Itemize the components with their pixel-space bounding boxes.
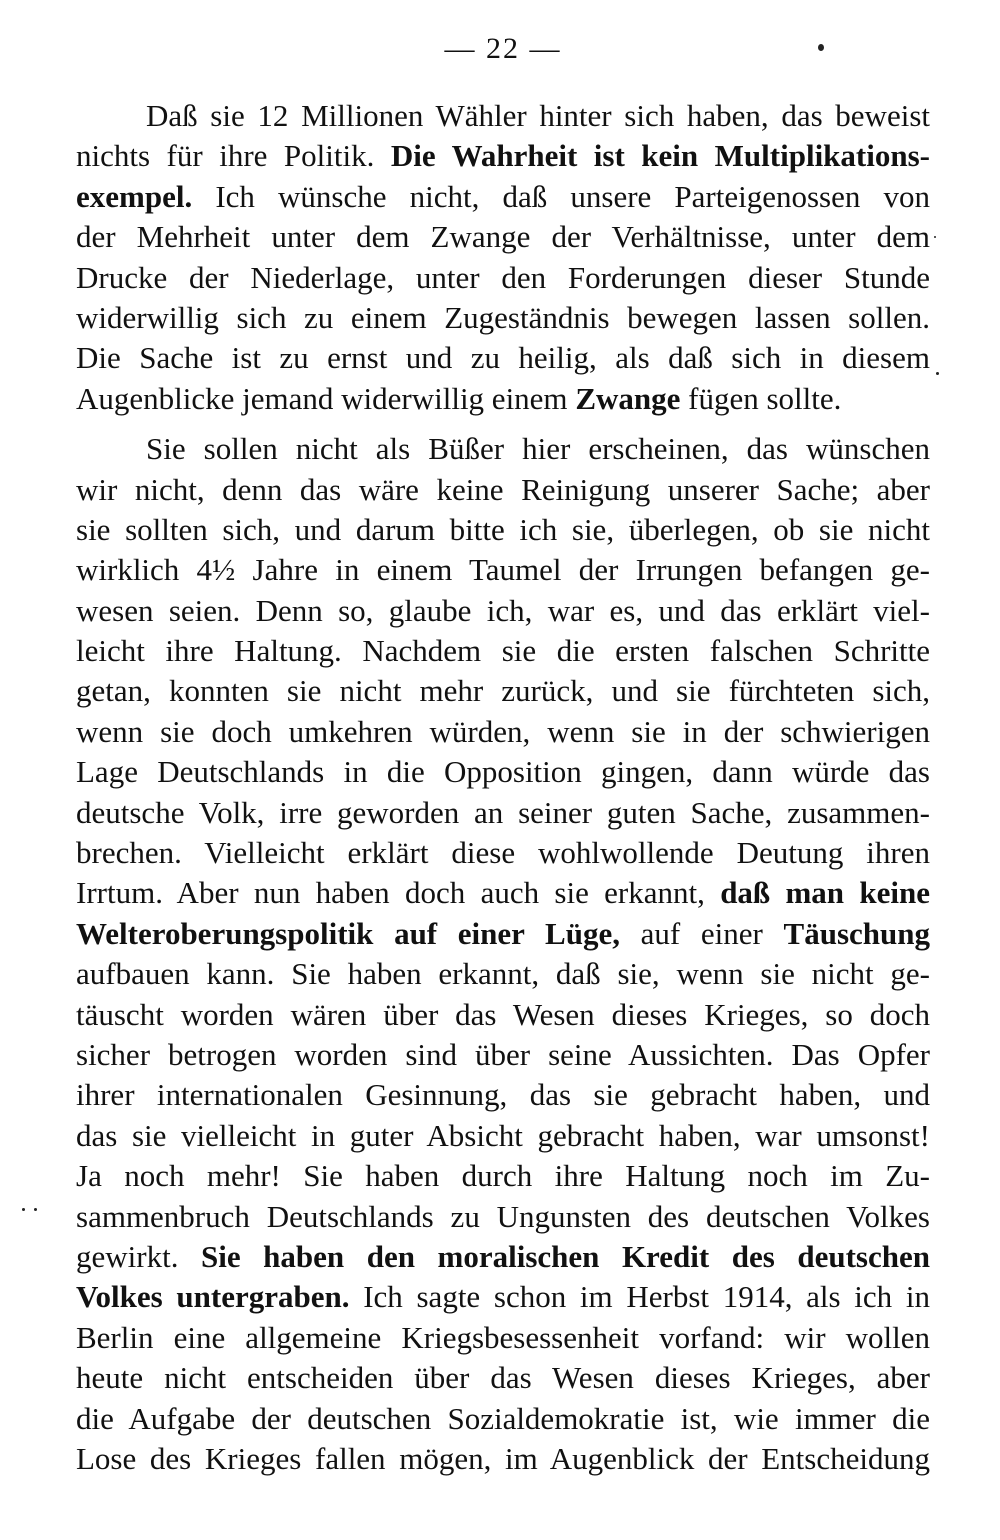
text-line [76, 873, 930, 913]
bold-text-run: Zwange [575, 380, 681, 416]
text-run: sie sollten sich, und darum bitte ich sie, überlegen, ob sie nicht [76, 511, 930, 547]
text-line [76, 96, 930, 136]
text-run: widerwillig sich zu einem Zugeständnis bewegen lassen sollen. [76, 299, 930, 335]
text-run: Lose des Krieges fallen mögen, im Augenblick der Entscheidung [76, 1440, 930, 1476]
text-line [76, 1116, 930, 1156]
text-run: getan, konnten sie nicht mehr zurück, und sie fürchteten sich, [76, 673, 930, 709]
text-line [76, 631, 930, 671]
text-run: heute nicht entscheiden über das Wesen dieses Krieges, aber [76, 1360, 930, 1396]
text-line [76, 1399, 930, 1439]
text-run: täuscht worden wären über das Wesen dieses Krieges, so doch [76, 996, 930, 1032]
text-line [76, 510, 930, 550]
text-run: aufbauen kann. Sie haben erkannt, daß sie, wenn sie nicht ge- [76, 956, 930, 992]
text-line [76, 550, 930, 590]
text-run: wenn sie doch umkehren würden, wenn sie in der schwierigen [76, 713, 930, 749]
text-run: Daß sie 12 Millionen Wähler hinter sich haben, das beweist [146, 98, 930, 133]
text-line [76, 1439, 930, 1479]
text-run: leicht ihre Haltung. Nachdem sie die ersten falschen Schritte [76, 633, 930, 669]
text-run: wir nicht, denn das wäre keine Reinigung unserer Sache; aber [76, 471, 930, 507]
text-run: sicher betrogen worden sind über seine Aussichten. Das Opfer [76, 1036, 930, 1072]
body-text [76, 96, 930, 1479]
text-line [76, 752, 930, 792]
text-line [76, 1318, 930, 1358]
text-run: das sie vielleicht in guter Absicht gebracht haben, war umsonst! [76, 1117, 930, 1153]
text-run: Sie sollen nicht als Büßer hier erscheinen, das wünschen [146, 431, 930, 467]
text-run: fügen sollte. [680, 380, 842, 416]
text-run: sammenbruch Deutschlands zu Ungunsten des deutschen Volkes [76, 1198, 930, 1234]
text-run: Die Sache ist zu ernst und zu heilig, als daß sich in diesem [76, 340, 930, 376]
scan-speck [34, 1208, 37, 1211]
text-run: gewirkt. [76, 1238, 202, 1274]
bold-text-run: Sie haben den moralischen Kredit des deutschen [201, 1238, 930, 1274]
text-run: ihrer internationalen Gesinnung, das sie gebracht haben, und [76, 1077, 930, 1113]
text-line [76, 177, 930, 217]
text-line [76, 136, 930, 176]
bold-text-run: Täuschung [783, 915, 930, 951]
text-line [76, 833, 930, 873]
text-run: Lage Deutschlands in die Opposition gingen, dann würde das [76, 754, 930, 790]
text-line [76, 1156, 930, 1196]
paragraph-gap [76, 419, 930, 429]
paragraph [76, 429, 930, 1479]
text-line [76, 429, 930, 469]
text-run: deutsche Volk, irre geworden an seiner guten Sache, zusammen- [76, 794, 930, 830]
text-line [76, 671, 930, 711]
text-run: Drucke der Niederlage, unter den Forderungen dieser Stunde [76, 259, 930, 295]
page-number: — 22 — [444, 32, 562, 65]
text-line [76, 258, 930, 298]
text-run: auf einer [619, 915, 784, 951]
text-run: Berlin eine allgemeine Kriegsbesessenheit vorfand: wir wollen [76, 1319, 930, 1355]
text-line [76, 954, 930, 994]
text-run: Ich wünsche nicht, daß unsere Parteigenossen von [192, 178, 930, 214]
paragraph [76, 96, 930, 419]
text-line [76, 1237, 930, 1277]
text-line [76, 1358, 930, 1398]
text-line [76, 712, 930, 752]
scan-speck [818, 44, 824, 51]
text-line [76, 338, 930, 378]
text-run: Augenblicke jemand widerwillig einem [76, 380, 576, 416]
text-line [76, 914, 930, 954]
text-run: Irrtum. Aber nun haben doch auch sie erkannt, [76, 875, 721, 911]
text-line [76, 298, 930, 338]
bold-text-run: Die Wahrheit ist kein Multiplikations- [390, 138, 930, 174]
book-page [76, 0, 930, 1540]
bold-text-run: daß man keine [720, 875, 930, 911]
text-run: die Aufgabe der deutschen Sozialdemokratie ist, wie immer die [76, 1400, 930, 1436]
text-run: wesen seien. Denn so, glaube ich, war es, und das erklärt viel- [76, 592, 930, 628]
text-line [76, 379, 930, 419]
bold-text-run: exempel. [76, 178, 193, 214]
bold-text-run: Welteroberungspolitik auf einer Lüge, [76, 915, 620, 951]
text-line [76, 1075, 930, 1115]
text-line [76, 470, 930, 510]
scan-speck [22, 1208, 25, 1211]
text-run: wirklich 4½ Jahre in einem Taumel der Irrungen befangen ge- [76, 552, 930, 588]
scan-speck [934, 236, 936, 238]
text-line [76, 591, 930, 631]
scan-speck [936, 372, 939, 375]
text-line [76, 1277, 930, 1317]
text-line [76, 1197, 930, 1237]
text-line [76, 1035, 930, 1075]
text-line [76, 995, 930, 1035]
text-line [76, 793, 930, 833]
text-run: brechen. Vielleicht erklärt diese wohlwollende Deutung ihren [76, 835, 930, 871]
text-run: der Mehrheit unter dem Zwange der Verhältnisse, unter dem [76, 219, 930, 255]
text-run: nichts für ihre Politik. [76, 138, 391, 174]
text-line [76, 217, 930, 257]
text-run: Ja noch mehr! Sie haben durch ihre Haltung noch im Zu- [76, 1158, 930, 1194]
bold-text-run: Volkes untergraben. [76, 1279, 350, 1315]
text-run: Ich sagte schon im Herbst 1914, als ich in [349, 1279, 930, 1315]
